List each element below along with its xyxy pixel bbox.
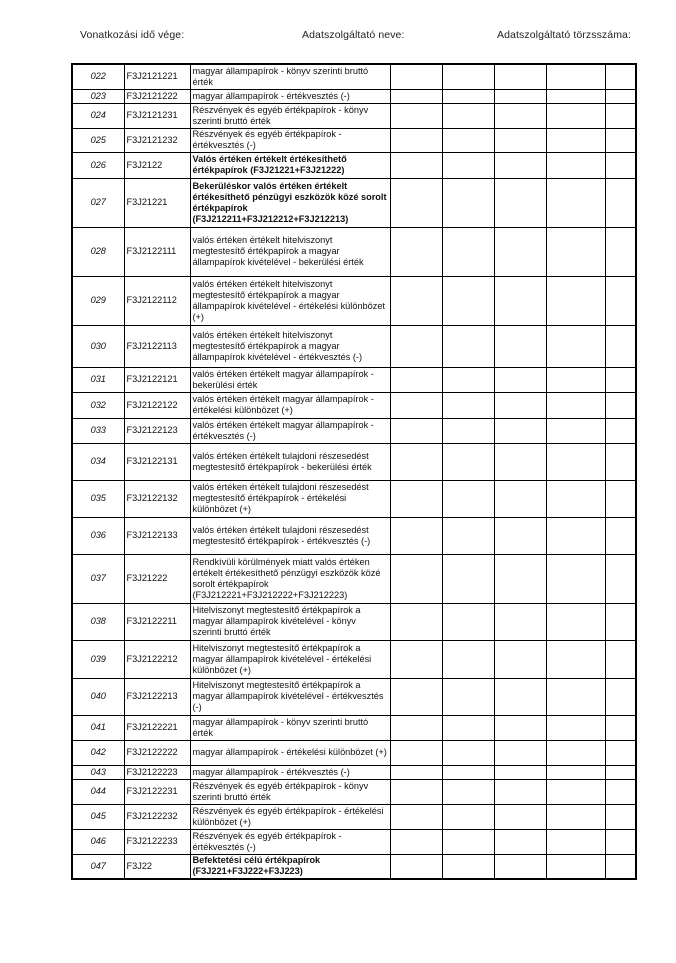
value-cell[interactable] [390,779,442,804]
value-cell[interactable] [442,678,494,715]
row-code: F3J2121231 [124,103,190,128]
table-row [72,854,636,879]
value-cell[interactable] [494,517,546,554]
table-row [72,480,636,517]
row-description: valós értéken értékelt tulajdoni részesedést megtestesítő értékpapírok - értékvesztés (-) [190,517,390,554]
row-code: F3J2122123 [124,418,190,443]
value-cell[interactable] [546,276,605,325]
row-number: 039 [72,640,124,678]
value-cell[interactable] [546,480,605,517]
value-cell[interactable] [390,715,442,740]
value-cell[interactable] [605,443,636,480]
row-number: 044 [72,779,124,804]
row-description: magyar állampapírok - könyv szerinti bruttó érték [190,64,390,89]
row-description: valós értéken értékelt tulajdoni részesedést megtestesítő értékpapírok - értékelési különbözet (+) [190,480,390,517]
value-cell[interactable] [605,765,636,779]
row-number: 022 [72,64,124,89]
value-cell[interactable] [494,854,546,879]
row-description: valós értéken értékelt magyar állampapírok - bekerülési érték [190,367,390,392]
table-row [72,517,636,554]
value-cell[interactable] [442,765,494,779]
value-cell[interactable] [494,640,546,678]
row-number: 026 [72,152,124,178]
value-cell[interactable] [605,103,636,128]
value-cell[interactable] [494,603,546,640]
row-code: F3J2122212 [124,640,190,678]
value-cell[interactable] [546,854,605,879]
value-cell[interactable] [390,276,442,325]
row-code: F3J2122221 [124,715,190,740]
row-code: F3J2122231 [124,779,190,804]
row-code: F3J21221 [124,178,190,227]
row-number: 032 [72,392,124,418]
value-cell[interactable] [494,740,546,765]
value-cell[interactable] [390,418,442,443]
value-cell[interactable] [442,418,494,443]
row-code: F3J2122133 [124,517,190,554]
provider-name-label: Adatszolgáltató neve: [302,29,405,41]
row-number: 034 [72,443,124,480]
value-cell[interactable] [390,325,442,367]
value-cell[interactable] [605,276,636,325]
value-cell[interactable] [605,854,636,879]
value-cell[interactable] [494,178,546,227]
value-cell[interactable] [546,178,605,227]
value-cell[interactable] [494,392,546,418]
value-cell[interactable] [546,128,605,152]
value-cell[interactable] [546,740,605,765]
value-cell[interactable] [442,779,494,804]
value-cell[interactable] [390,128,442,152]
value-cell[interactable] [605,829,636,854]
value-cell[interactable] [390,554,442,603]
value-cell[interactable] [494,325,546,367]
value-cell[interactable] [605,517,636,554]
row-code: F3J2122121 [124,367,190,392]
row-number: 030 [72,325,124,367]
row-number: 045 [72,804,124,829]
value-cell[interactable] [546,367,605,392]
row-code: F3J2122132 [124,480,190,517]
row-number: 027 [72,178,124,227]
row-number: 047 [72,854,124,879]
value-cell[interactable] [546,517,605,554]
row-description: Hitelviszonyt megtestesítő értékpapírok a magyar állampapírok kivételével - értékvesztés (-) [190,678,390,715]
value-cell[interactable] [494,89,546,103]
value-cell[interactable] [546,64,605,89]
value-cell[interactable] [546,678,605,715]
value-cell[interactable] [546,418,605,443]
value-cell[interactable] [442,603,494,640]
row-number: 024 [72,103,124,128]
value-cell[interactable] [494,367,546,392]
row-code: F3J2122223 [124,765,190,779]
value-cell[interactable] [605,418,636,443]
row-number: 033 [72,418,124,443]
row-code: F3J2121222 [124,89,190,103]
value-cell[interactable] [494,128,546,152]
row-code: F3J2121221 [124,64,190,89]
row-code: F3J2122112 [124,276,190,325]
row-description: valós értéken értékelt hitelviszonyt megtestesítő értékpapírok a magyar állampapírok kivételével - értékelési különbözet (+) [190,276,390,325]
table-row [72,804,636,829]
table-row [72,178,636,227]
value-cell[interactable] [494,715,546,740]
value-cell[interactable] [605,640,636,678]
row-description: magyar állampapírok - könyv szerinti bruttó érték [190,715,390,740]
row-number: 040 [72,678,124,715]
value-cell[interactable] [546,779,605,804]
value-cell[interactable] [442,325,494,367]
table-row [72,276,636,325]
value-cell[interactable] [546,227,605,276]
value-cell[interactable] [605,152,636,178]
row-code: F3J2122211 [124,603,190,640]
table-row [72,152,636,178]
value-cell[interactable] [390,678,442,715]
value-cell[interactable] [605,603,636,640]
value-cell[interactable] [442,103,494,128]
value-cell[interactable] [605,392,636,418]
value-cell[interactable] [605,554,636,603]
value-cell[interactable] [494,103,546,128]
value-cell[interactable] [494,418,546,443]
row-description: valós értéken értékelt magyar állampapírok - értékelési különbözet (+) [190,392,390,418]
table-row [72,603,636,640]
value-cell[interactable] [605,64,636,89]
value-cell[interactable] [546,89,605,103]
value-cell[interactable] [442,443,494,480]
row-code: F3J2121232 [124,128,190,152]
row-description: Hitelviszonyt megtestesítő értékpapírok a magyar állampapírok kivételével - értékelési különbözet (+) [190,640,390,678]
row-description: magyar állampapírok - értékelési különbözet (+) [190,740,390,765]
table-row [72,367,636,392]
value-cell[interactable] [390,854,442,879]
value-cell[interactable] [390,227,442,276]
row-number: 042 [72,740,124,765]
value-cell[interactable] [605,325,636,367]
value-cell[interactable] [442,89,494,103]
value-cell[interactable] [390,480,442,517]
value-cell[interactable] [546,152,605,178]
value-cell[interactable] [546,804,605,829]
row-description: Bekerüléskor valós értéken értékelt értékesíthető pénzügyi eszközök közé sorolt értékpapírok (F3J212211+F3J212212+F3J212213) [190,178,390,227]
row-number: 029 [72,276,124,325]
value-cell[interactable] [442,367,494,392]
value-cell[interactable] [390,392,442,418]
table-row [72,678,636,715]
value-cell[interactable] [605,480,636,517]
row-description: Valós értéken értékelt értékesíthető értékpapírok (F3J21221+F3J21222) [190,152,390,178]
row-code: F3J2122113 [124,325,190,367]
value-cell[interactable] [546,554,605,603]
value-cell[interactable] [442,740,494,765]
value-cell[interactable] [605,779,636,804]
row-number: 023 [72,89,124,103]
value-cell[interactable] [546,392,605,418]
value-cell[interactable] [494,678,546,715]
value-cell[interactable] [442,276,494,325]
row-description: Befektetési célú értékpapírok (F3J221+F3J222+F3J223) [190,854,390,879]
row-number: 035 [72,480,124,517]
value-cell[interactable] [494,765,546,779]
value-cell[interactable] [442,854,494,879]
value-cell[interactable] [546,325,605,367]
row-code: F3J2122233 [124,829,190,854]
value-cell[interactable] [494,227,546,276]
table-row [72,325,636,367]
row-number: 028 [72,227,124,276]
value-cell[interactable] [546,103,605,128]
value-cell[interactable] [442,392,494,418]
provider-reg-number-label: Adatszolgáltató törzsszáma: [497,29,632,41]
row-description: Részvények és egyéb értékpapírok - értékelési különbözet (+) [190,804,390,829]
table-row [72,443,636,480]
value-cell[interactable] [442,128,494,152]
row-number: 025 [72,128,124,152]
value-cell[interactable] [605,740,636,765]
row-code: F3J2122232 [124,804,190,829]
value-cell[interactable] [442,715,494,740]
value-cell[interactable] [605,804,636,829]
row-description: valós értéken értékelt magyar állampapírok - értékvesztés (-) [190,418,390,443]
value-cell[interactable] [390,152,442,178]
row-number: 031 [72,367,124,392]
row-description: valós értéken értékelt hitelviszonyt megtestesítő értékpapírok a magyar állampapírok kivételével - bekerülési érték [190,227,390,276]
value-cell[interactable] [442,480,494,517]
table-row [72,227,636,276]
value-cell[interactable] [605,227,636,276]
value-cell[interactable] [442,829,494,854]
value-cell[interactable] [390,603,442,640]
row-description: valós értéken értékelt hitelviszonyt megtestesítő értékpapírok a magyar állampapírok kivételével - értékvesztés (-) [190,325,390,367]
row-number: 041 [72,715,124,740]
row-description: Részvények és egyéb értékpapírok - könyv szerinti bruttó érték [190,779,390,804]
row-description: magyar állampapírok - értékvesztés (-) [190,89,390,103]
value-cell[interactable] [442,227,494,276]
value-cell[interactable] [546,715,605,740]
row-number: 038 [72,603,124,640]
value-cell[interactable] [442,804,494,829]
value-cell[interactable] [605,128,636,152]
value-cell[interactable] [442,64,494,89]
table-row [72,128,636,152]
row-description: Részvények és egyéb értékpapírok - könyv szerinti bruttó érték [190,103,390,128]
row-description: Részvények és egyéb értékpapírok - értékvesztés (-) [190,128,390,152]
value-cell[interactable] [442,640,494,678]
row-code: F3J2122222 [124,740,190,765]
value-cell[interactable] [546,765,605,779]
value-cell[interactable] [546,640,605,678]
value-cell[interactable] [546,829,605,854]
value-cell[interactable] [390,367,442,392]
value-cell[interactable] [546,603,605,640]
row-code: F3J2122131 [124,443,190,480]
table-row [72,715,636,740]
row-number: 046 [72,829,124,854]
value-cell[interactable] [605,678,636,715]
row-description: Részvények és egyéb értékpapírok - értékvesztés (-) [190,829,390,854]
value-cell[interactable] [390,103,442,128]
value-cell[interactable] [390,517,442,554]
value-cell[interactable] [494,804,546,829]
table-row [72,392,636,418]
period-end-label: Vonatkozási idő vége: [80,29,185,41]
value-cell[interactable] [494,64,546,89]
value-cell[interactable] [494,480,546,517]
value-cell[interactable] [390,829,442,854]
table-row [72,554,636,603]
row-description: valós értéken értékelt tulajdoni részesedést megtestesítő értékpapírok - bekerülési érték [190,443,390,480]
row-code: F3J2122 [124,152,190,178]
value-cell[interactable] [442,554,494,603]
value-cell[interactable] [390,178,442,227]
value-cell[interactable] [605,89,636,103]
value-cell[interactable] [390,765,442,779]
row-code: F3J22 [124,854,190,879]
row-number: 037 [72,554,124,603]
table-row [72,829,636,854]
value-cell[interactable] [494,554,546,603]
row-code: F3J2122122 [124,392,190,418]
value-cell[interactable] [494,829,546,854]
value-cell[interactable] [605,178,636,227]
value-cell[interactable] [546,443,605,480]
row-code: F3J2122111 [124,227,190,276]
table-row [72,765,636,779]
value-cell[interactable] [494,779,546,804]
row-description: Rendkívüli körülmények miatt valós értéken értékelt értékesíthető pénzügyi eszközök közé sorolt értékpapírok (F3J212221+F3J212222+F3J212223) [190,554,390,603]
value-cell[interactable] [390,443,442,480]
table-row [72,418,636,443]
table-row [72,64,636,89]
securities-table [71,63,637,880]
table-row [72,89,636,103]
value-cell[interactable] [442,178,494,227]
value-cell[interactable] [390,64,442,89]
value-cell[interactable] [494,443,546,480]
row-description: Hitelviszonyt megtestesítő értékpapírok a magyar állampapírok kivételével - könyv szerinti bruttó érték [190,603,390,640]
table-row [72,640,636,678]
table-row [72,779,636,804]
row-number: 043 [72,765,124,779]
value-cell[interactable] [442,517,494,554]
value-cell[interactable] [390,804,442,829]
table-row [72,103,636,128]
value-cell[interactable] [442,152,494,178]
value-cell[interactable] [390,740,442,765]
value-cell[interactable] [390,640,442,678]
row-code: F3J21222 [124,554,190,603]
value-cell[interactable] [494,276,546,325]
row-code: F3J2122213 [124,678,190,715]
row-description: magyar állampapírok - értékvesztés (-) [190,765,390,779]
value-cell[interactable] [494,152,546,178]
value-cell[interactable] [605,367,636,392]
value-cell[interactable] [605,715,636,740]
row-number: 036 [72,517,124,554]
value-cell[interactable] [390,89,442,103]
table-row [72,740,636,765]
